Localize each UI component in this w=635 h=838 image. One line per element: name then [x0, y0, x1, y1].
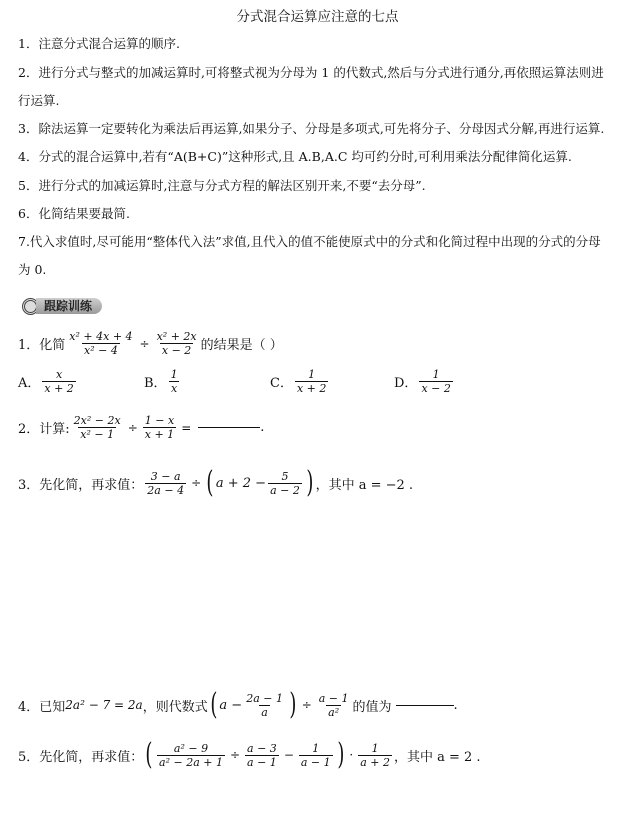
q3-prefix: 先化简，再求值： [39, 477, 144, 493]
q1-option-a-label: A． [18, 376, 41, 391]
q3-operator: ÷ [191, 476, 202, 490]
note-2-cont: 行运算. [18, 93, 60, 108]
q4-a-term: a − [219, 697, 243, 713]
q2-prefix: 计算: [39, 422, 70, 437]
note-6: 6．化简结果要最简. [18, 206, 130, 221]
q1-prefix: 化简 [39, 338, 66, 353]
q1-option-b [144, 368, 182, 395]
q4-suffix: 的值为 [352, 699, 392, 715]
q1-option-d-fraction [419, 368, 452, 395]
q2-equals: = [181, 420, 192, 435]
note-4: 4．分式的混合运算中,若有“A(B+C)”这种形式,且 A.B,A.C 均可约分时,可利用乘法分配律简化运算. [18, 149, 572, 164]
q4-prefix: 已知 [39, 699, 66, 715]
q4-f2-denominator: a² [328, 705, 340, 719]
note-1: 1．注意分式混合运算的顺序. [18, 36, 180, 51]
note-3: 3．除法运算一定要转化为乘法后再运算,如果分子、分母是多项式,可先将分子、分母因式分解,再进行运算. [18, 121, 605, 136]
q3-suffix: ，其中 a = −2 . [315, 477, 414, 493]
q5-f3-denominator: a − 1 [300, 755, 331, 769]
q3-f1-denominator: 2a − 4 [147, 483, 185, 497]
q5-number: 5． [18, 749, 40, 765]
q3-middle-term: a + 2 − [215, 475, 267, 491]
q1-option-c-denominator: x + 2 [296, 382, 327, 395]
q1-option-d [394, 368, 455, 395]
q2-f2-numerator: 1 − x [144, 414, 175, 427]
q2-fraction-2 [143, 414, 176, 441]
q5-f1-numerator: a² − 9 [173, 741, 209, 755]
q4-f1-denominator: a [261, 705, 268, 719]
note-5: 5．进行分式的加减运算时,注意与分式方程的解法区别开来,不要“去分母”. [18, 178, 426, 193]
q5-operator-1: ÷ [229, 748, 241, 762]
q3-right-paren: ) [306, 465, 314, 500]
q5-f4-denominator: a + 2 [360, 755, 390, 769]
q1-option-c-numerator: 1 [308, 368, 316, 381]
q3-fraction-1 [145, 470, 186, 497]
q2-f2-denominator: x + 1 [144, 428, 175, 441]
q5-suffix: ，其中 a = 2 . [393, 749, 481, 765]
q3-f1-numerator: 3 − a [150, 469, 181, 483]
q1-option-c-label: C． [270, 376, 293, 391]
q1-option-b-label: B． [144, 376, 167, 391]
q1-option-a-numerator: x [55, 368, 63, 381]
q5-fraction-1 [157, 742, 225, 769]
q2-fraction-1 [72, 414, 123, 441]
q4-number: 4． [18, 699, 40, 715]
q3-f2-denominator: a − 2 [270, 483, 300, 497]
q1-option-a-fraction [42, 368, 75, 395]
q2-operator: ÷ [127, 420, 138, 435]
q4-left-paren: ( [210, 687, 218, 722]
section-badge [22, 296, 114, 316]
q1-number: 1． [18, 338, 40, 353]
q4-right-paren: ) [289, 687, 297, 722]
q1-option-a-denominator: x + 2 [44, 382, 74, 395]
q2-answer-blank[interactable] [198, 427, 260, 428]
q4-operator: ÷ [301, 698, 312, 712]
q4-middle-text: ，则代数式 [142, 699, 208, 715]
note-7-cont: 为 0. [18, 262, 47, 277]
q4-fraction-2 [317, 692, 351, 719]
q3-fraction-2 [268, 470, 302, 497]
q1-fraction-1 [67, 330, 134, 357]
q4-f2-numerator: a − 1 [318, 691, 349, 705]
q1-fraction-2 [155, 330, 199, 357]
q4-answer-blank[interactable] [396, 705, 454, 706]
q1-f2-denominator: x − 2 [161, 344, 192, 357]
q4-end: . [453, 697, 458, 713]
question-1 [18, 330, 283, 357]
question-4 [18, 687, 458, 722]
note-7: 7.代入求值时,尽可能用“整体代入法”求值,且代入的值不能使原式中的分式和化简过程中出现的分式的分母 [18, 234, 601, 249]
question-2 [18, 414, 264, 441]
q1-option-c-fraction [295, 368, 328, 395]
note-2: 2．进行分式与整式的加减运算时,可将整式视为分母为 1 的代数式,然后与分式进行通分,再依照运算法则进 [18, 65, 604, 80]
q1-option-b-fraction [169, 368, 180, 395]
q1-option-d-label: D． [394, 376, 418, 391]
q1-option-c [270, 368, 330, 395]
q1-f1-denominator: x² − 4 [84, 344, 118, 357]
q5-f1-denominator: a² − 2a + 1 [159, 755, 223, 769]
question-5 [18, 737, 481, 772]
q5-right-paren: ) [337, 737, 345, 772]
q1-option-d-numerator: 1 [432, 368, 440, 381]
q5-f2-numerator: a − 3 [247, 741, 277, 755]
page-title: 分式混合运算应注意的七点 [236, 9, 399, 25]
q2-end: . [260, 420, 265, 435]
q5-f4-numerator: 1 [371, 741, 379, 755]
q3-f2-numerator: 5 [281, 469, 289, 483]
q4-f1-numerator: 2a − 1 [246, 691, 283, 705]
q5-f3-numerator: 1 [312, 741, 320, 755]
q5-fraction-2 [245, 742, 279, 769]
q5-fraction-4 [358, 742, 392, 769]
question-3 [18, 465, 414, 500]
q5-fraction-3 [299, 742, 333, 769]
q1-f2-numerator: x² + 2x [156, 330, 197, 343]
q2-number: 2． [18, 422, 40, 437]
q3-left-paren: ( [206, 465, 214, 500]
q1-f1-numerator: x² + 4x + 4 [69, 330, 133, 343]
q1-option-b-denominator: x [170, 382, 178, 395]
q4-condition: 2a² − 7 = 2a [65, 698, 143, 712]
q3-number: 3． [18, 477, 40, 493]
q4-fraction-1 [244, 692, 285, 719]
q1-operator: ÷ [139, 336, 150, 351]
q5-f2-denominator: a − 1 [247, 755, 277, 769]
q2-f1-numerator: 2x² − 2x [73, 414, 121, 427]
q5-left-paren: ( [145, 737, 153, 772]
q5-operator-2: − [283, 748, 294, 762]
q1-option-a [18, 368, 78, 395]
q1-option-b-numerator: 1 [170, 368, 178, 381]
q1-option-d-denominator: x − 2 [421, 382, 451, 395]
q1-suffix: 的结果是（ ） [200, 338, 283, 353]
q2-f1-denominator: x² − 1 [80, 428, 115, 441]
q5-operator-3: · [349, 748, 354, 762]
badge-label: 跟踪训练 [36, 298, 102, 314]
q5-prefix: 先化简，再求值： [39, 749, 144, 765]
